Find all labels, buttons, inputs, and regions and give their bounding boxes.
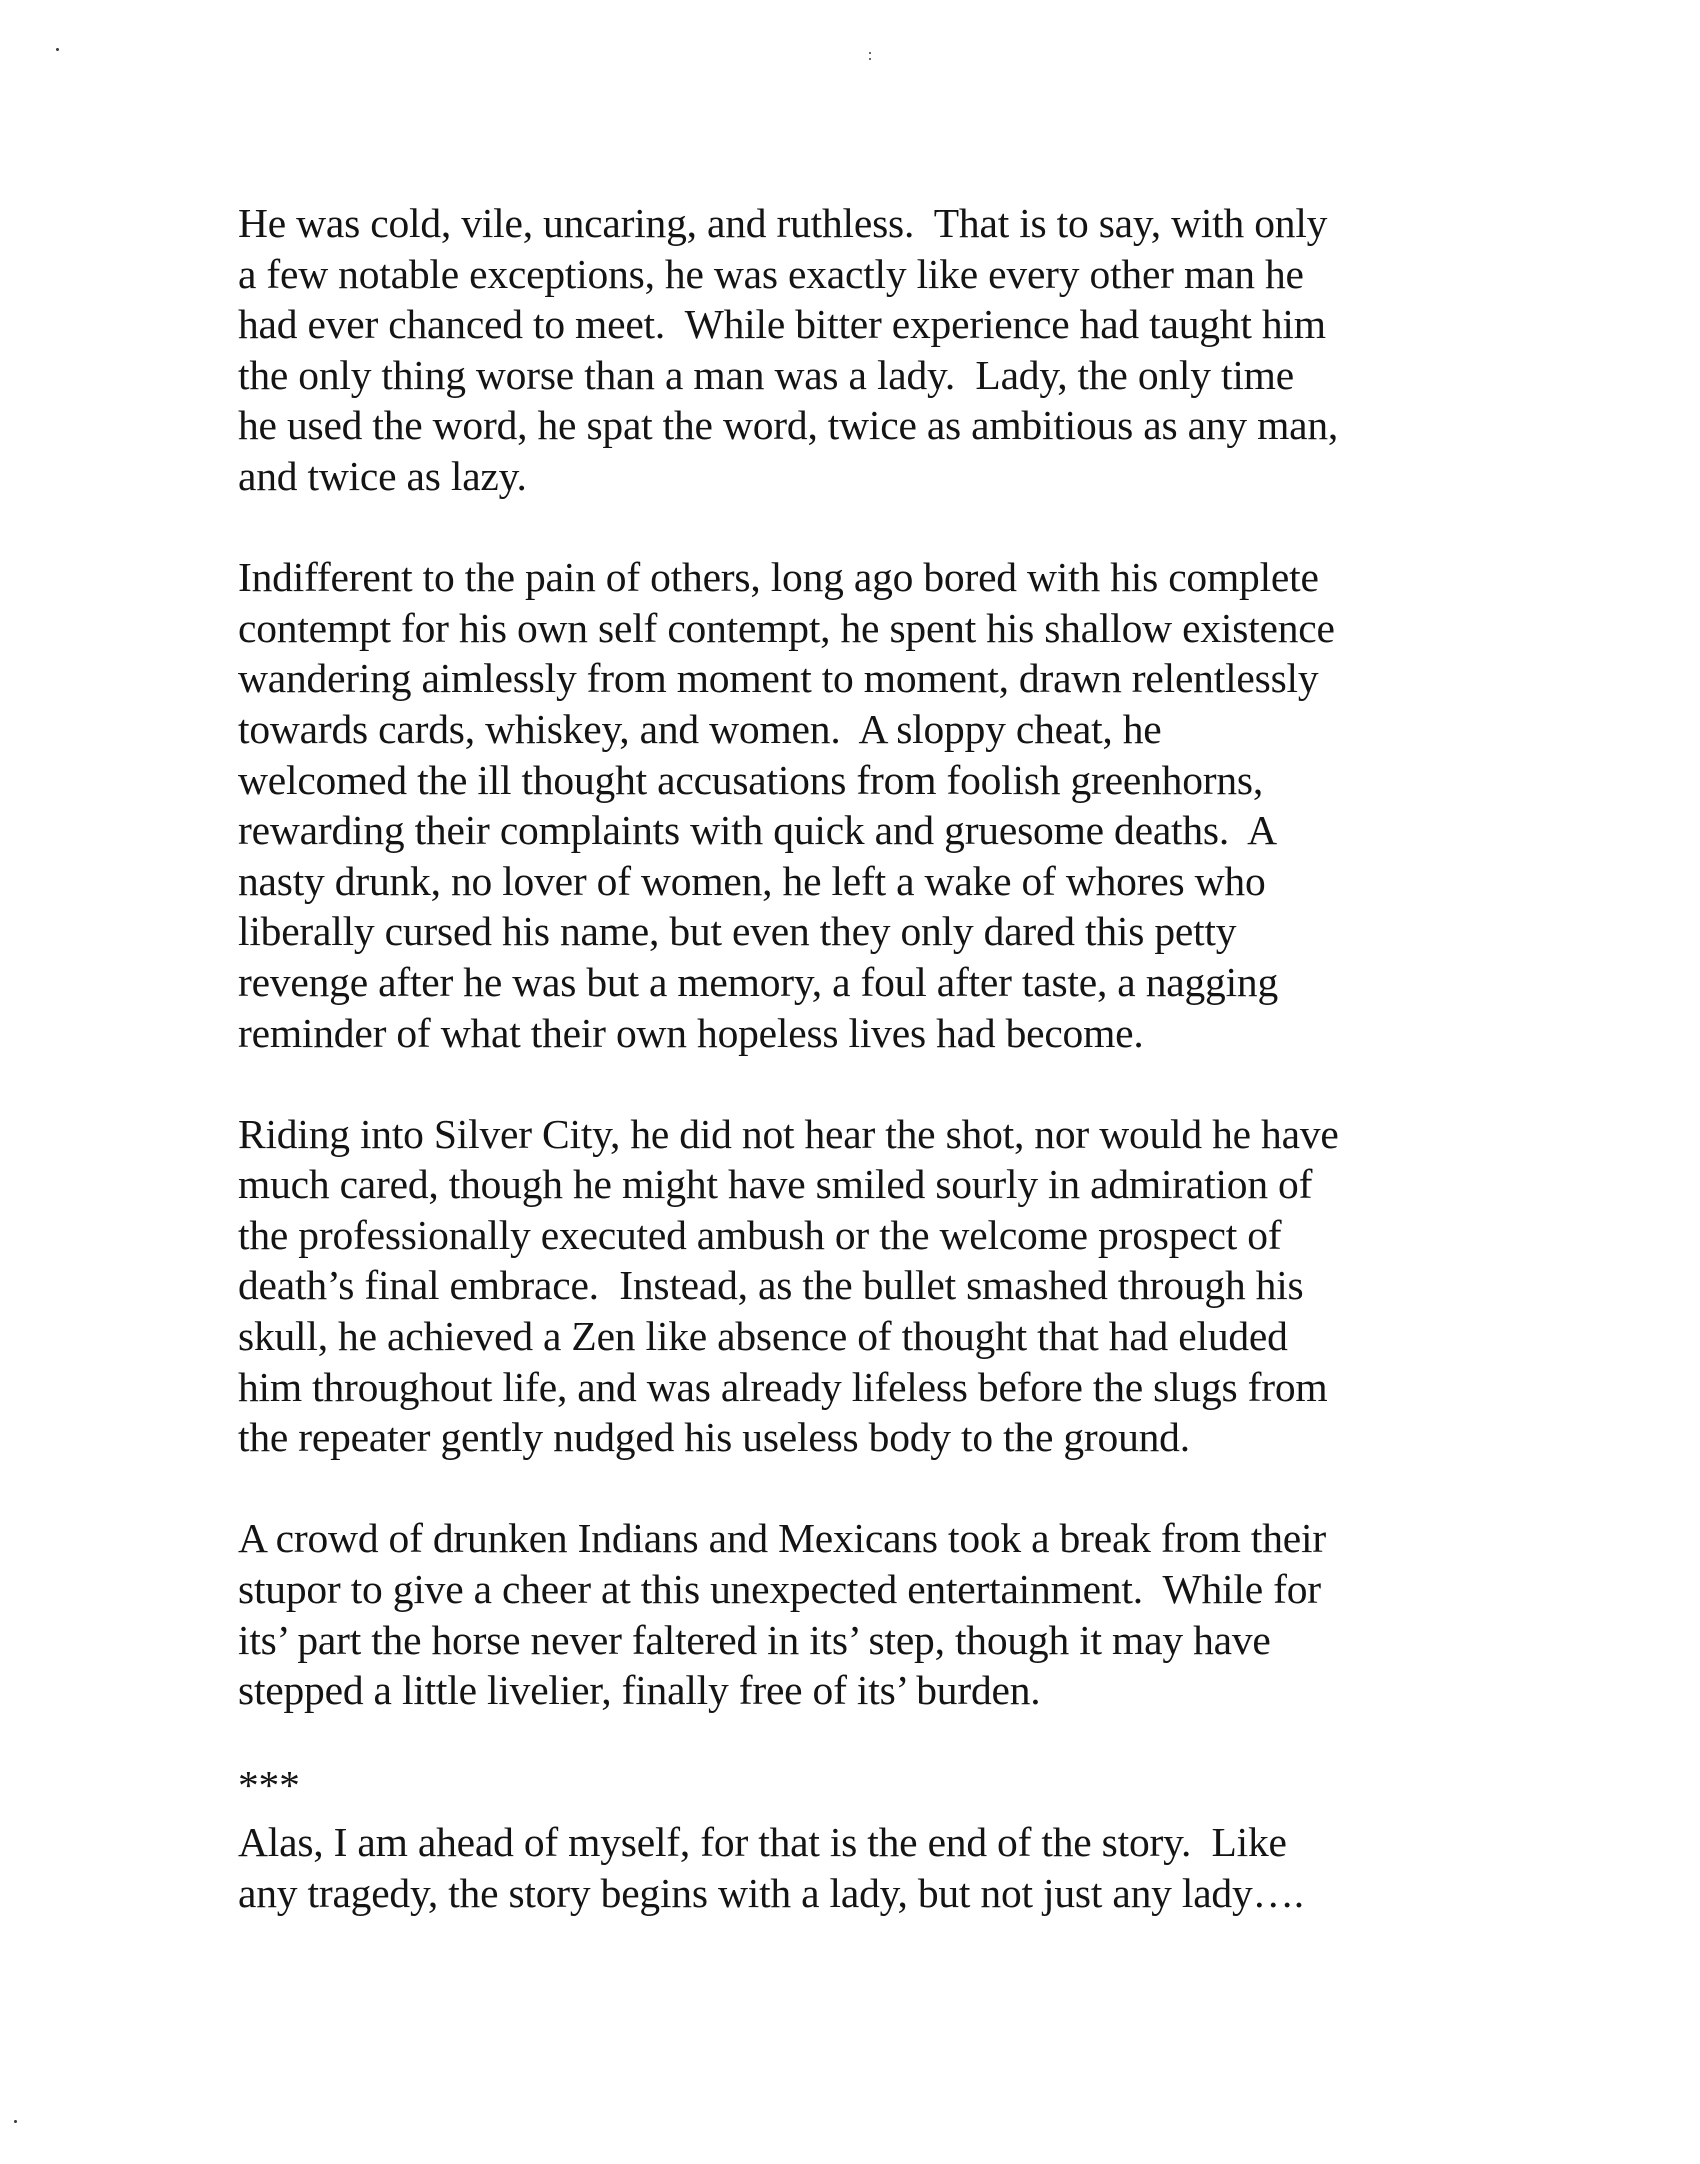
closing-paragraph [238, 1817, 1498, 1918]
scan-speck [56, 48, 59, 51]
text-line: the repeater gently nudged his useless body to the ground. [238, 1414, 1190, 1461]
text-line: Indifferent to the pain of others, long ago bored with his complete [238, 554, 1319, 601]
text-line: had ever chanced to meet. While bitter experience had taught him [238, 301, 1326, 348]
paragraph-3 [238, 1109, 1498, 1463]
text-line: contempt for his own self contempt, he spent his shallow existence [238, 604, 1335, 651]
paragraph-1 [238, 198, 1498, 502]
text-line: death’s final embrace. Instead, as the bullet smashed through his [238, 1262, 1304, 1309]
text-line: and twice as lazy. [238, 452, 527, 499]
text-line: stepped a little livelier, finally free of its’ burden. [238, 1667, 1041, 1714]
text-line: A crowd of drunken Indians and Mexicans took a break from their [238, 1515, 1326, 1562]
text-line: a few notable exceptions, he was exactly like every other man he [238, 250, 1304, 297]
text-line: liberally cursed his name, but even they only dared this petty [238, 908, 1237, 955]
text-line: wandering aimlessly from moment to moment, drawn relentlessly [238, 655, 1319, 702]
text-line: the only thing worse than a man was a lady. Lady, the only time [238, 351, 1294, 398]
scan-speck [869, 52, 871, 54]
text-line: him throughout life, and was already lifeless before the slugs from [238, 1363, 1328, 1410]
text-line: reminder of what their own hopeless lives had become. [238, 1009, 1144, 1056]
story-text [238, 198, 1498, 1918]
text-line: revenge after he was but a memory, a foul after taste, a nagging [238, 958, 1278, 1005]
section-separator: *** [238, 1762, 300, 1809]
scan-speck [869, 58, 871, 60]
text-line: towards cards, whiskey, and women. A sloppy cheat, he [238, 705, 1162, 752]
paragraph-2 [238, 552, 1498, 1058]
text-line: Alas, I am ahead of myself, for that is the end of the story. Like [238, 1819, 1287, 1865]
text-line: much cared, though he might have smiled sourly in admiration of [238, 1161, 1313, 1208]
text-line: any tragedy, the story begins with a lady, but not just any lady…. [238, 1869, 1304, 1916]
text-line: skull, he achieved a Zen like absence of thought that had eluded [238, 1313, 1288, 1360]
text-line: He was cold, vile, uncaring, and ruthless. That is to say, with only [238, 200, 1328, 246]
text-line: nasty drunk, no lover of women, he left a wake of whores who [238, 857, 1266, 904]
text-line: he used the word, he spat the word, twice as ambitious as any man, [238, 402, 1339, 449]
text-line: Riding into Silver City, he did not hear the shot, nor would he have [238, 1110, 1339, 1157]
text-line: welcomed the ill thought accusations from foolish greenhorns, [238, 756, 1264, 803]
text-line: rewarding their complaints with quick and gruesome deaths. A [238, 807, 1277, 854]
scan-speck [14, 2120, 17, 2123]
text-line: its’ part the horse never faltered in its’ step, though it may have [238, 1616, 1271, 1663]
paragraph-4 [238, 1513, 1498, 1715]
text-line: stupor to give a cheer at this unexpected entertainment. While for [238, 1566, 1321, 1613]
text-line: the professionally executed ambush or the welcome prospect of [238, 1211, 1282, 1258]
